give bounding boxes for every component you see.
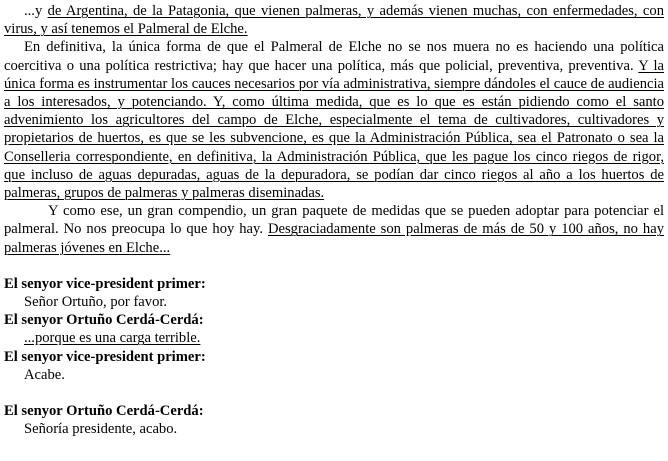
paragraph-3 [4, 202, 664, 257]
paragraph-2-plain: En definitiva, la única forma de que el Palmeral de Elche no se nos muera no es haciendo una política coercitiva o una política restrictiva; hay que hacer una política, más que policial, preventiva, preventiva. [4, 39, 664, 74]
paragraph-1-underlined: de Argentina, de la Patagonia, que vienen palmeras, y además vienen muchas, con enfermedades, con virus, y así tenemos el Palmeral de Elche. [4, 3, 664, 38]
spacer [4, 384, 664, 402]
paragraph-3-plain: Y como ese, un gran compendio, un gran paquete de medidas que se pueden adoptar para potenciar el palmeral. No nos preocupa lo que hoy hay. [4, 203, 664, 238]
speech-text: Señoría presidente, acabo. [24, 421, 178, 438]
speaker-label: El senyor Ortuño Cerdá-Cerdá: [4, 312, 204, 329]
speaker-label: El senyor Ortuño Cerdá-Cerdá: [4, 403, 204, 420]
speech-text: Señor Ortuño, por favor. [24, 294, 168, 311]
paragraph-2-underlined: Y la única forma es instrumentar los cauces necesarios por vía administrativa, siempre dándoles el cauce de audiencia a los interesados, y potenciando. Y, como última medida, que es lo que es están pidiendo como el santo advenimiento los agricultores del campo de Elche, especialmente el tema de cultivadores, cultivadores y propietarios de huertos, es que se les subvencione, es que la Administración Pública, sea el Patronato o sea la Conselleria correspondiente, en definitiva, la Administración Pública, que les pague los cinco riegos de rigor, que incluso de aguas depuradas, aguas de la depuradora, se podían dar cinco riegos al año a los huertos de palmeras, grupos de palmeras y palmeras diseminadas. [4, 57, 664, 202]
speech-text: Acabe. [24, 366, 65, 383]
speaker-label: El senyor vice-president primer: [4, 275, 206, 292]
speech-text: ...porque es una carga terrible. [24, 330, 201, 347]
paragraph-1 [4, 2, 664, 38]
paragraph-3-underlined: Desgraciadamente son palmeras de más de 50 y 100 años, no hay palmeras jóvenes en Elche... [4, 221, 664, 256]
paragraph-1-lead: ...y [24, 3, 48, 19]
speaker-label: El senyor vice-president primer: [4, 348, 206, 365]
paragraph-2 [4, 38, 664, 202]
spacer [4, 257, 664, 275]
